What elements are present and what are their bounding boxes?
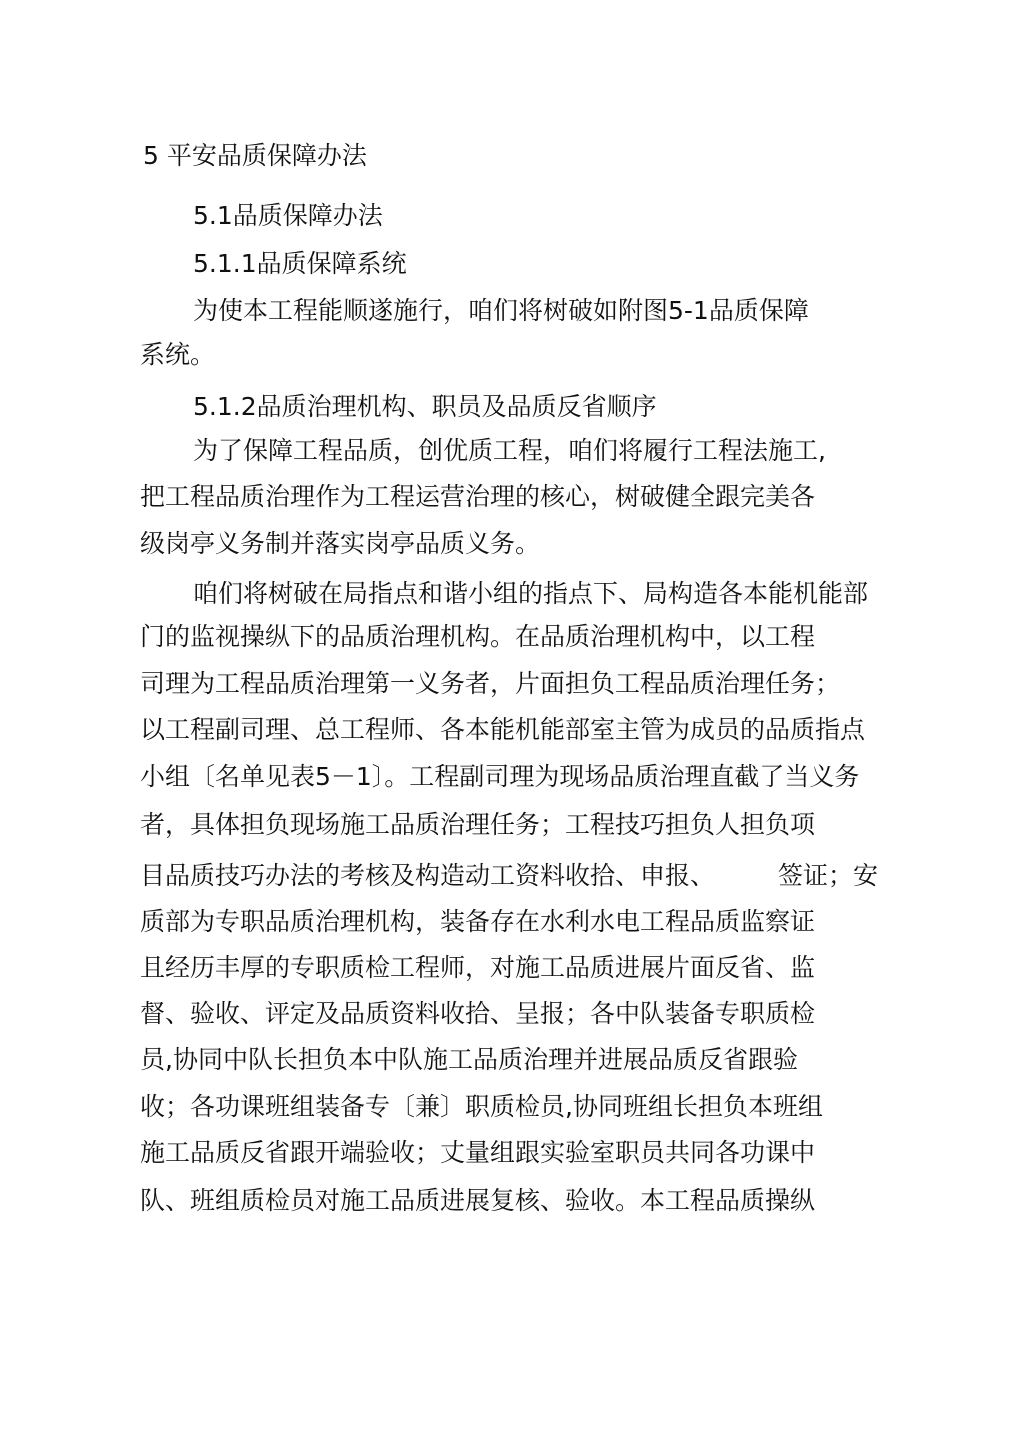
- paragraph-line: 且经历丰厚的专职质检工程师，对施工品质进展片面反省、监: [140, 953, 816, 982]
- paragraph-line: 把工程品质治理作为工程运营治理的核心，树破健全跟完美各: [140, 482, 816, 511]
- paragraph-line: 级岗亭义务制并落实岗亭品质义务。: [140, 529, 541, 558]
- subsection-heading-5-1-2: 5.1.2品质治理机构、职员及品质反省顺序: [193, 392, 657, 421]
- paragraph-line: 队、班组质检员对施工品质进展复核、验收。本工程品质操纵: [140, 1186, 816, 1215]
- paragraph-line: 收；各功课班组装备专〔兼〕职质检员,协同班组长担负本班组: [140, 1092, 823, 1121]
- paragraph-line: 咱们将树破在局指点和谐小组的指点下、局构造各本能机能部: [193, 579, 869, 608]
- section-heading: 5 平安品质保障办法: [143, 141, 367, 170]
- paragraph-line: 目品质技巧办法的考核及构造动工资料收拾、申报、: [140, 861, 716, 890]
- paragraph-line: 施工品质反省跟开端验收；丈量组跟实验室职员共同各功课中: [140, 1138, 816, 1167]
- paragraph-line: 以工程副司理、总工程师、各本能机能部室主管为成员的品质指点: [140, 715, 866, 744]
- paragraph-line: 司理为工程品质治理第一义务者，片面担负工程品质治理任务；: [140, 669, 841, 698]
- subsection-heading-5-1-1: 5.1.1品质保障系统: [193, 249, 407, 278]
- paragraph-line: 系统。: [140, 340, 216, 369]
- paragraph-line: 者，具体担负现场施工品质治理任务；工程技巧担负人担负项: [140, 810, 816, 839]
- paragraph-line-tail: 签证；安: [778, 861, 879, 890]
- paragraph-line: 督、验收、评定及品质资料收拾、呈报；各中队装备专职质检: [140, 999, 816, 1028]
- paragraph-line: 质部为专职品质治理机构，装备存在水利水电工程品质监察证: [140, 907, 816, 936]
- paragraph-line: 为了保障工程品质，创优质工程，咱们将履行工程法施工,: [193, 436, 826, 465]
- paragraph-line: 小组〔名单见表5－1〕。工程副司理为现场品质治理直截了当义务: [140, 762, 860, 791]
- paragraph-line: 为使本工程能顺遂施行，咱们将树破如附图5-1品质保障: [193, 296, 809, 325]
- subsection-heading-5-1: 5.1品质保障办法: [193, 201, 383, 230]
- paragraph-line: 员,协同中队长担负本中队施工品质治理并进展品质反省跟验: [140, 1045, 798, 1074]
- paragraph-line: 门的监视操纵下的品质治理机构。在品质治理机构中，以工程: [140, 622, 816, 651]
